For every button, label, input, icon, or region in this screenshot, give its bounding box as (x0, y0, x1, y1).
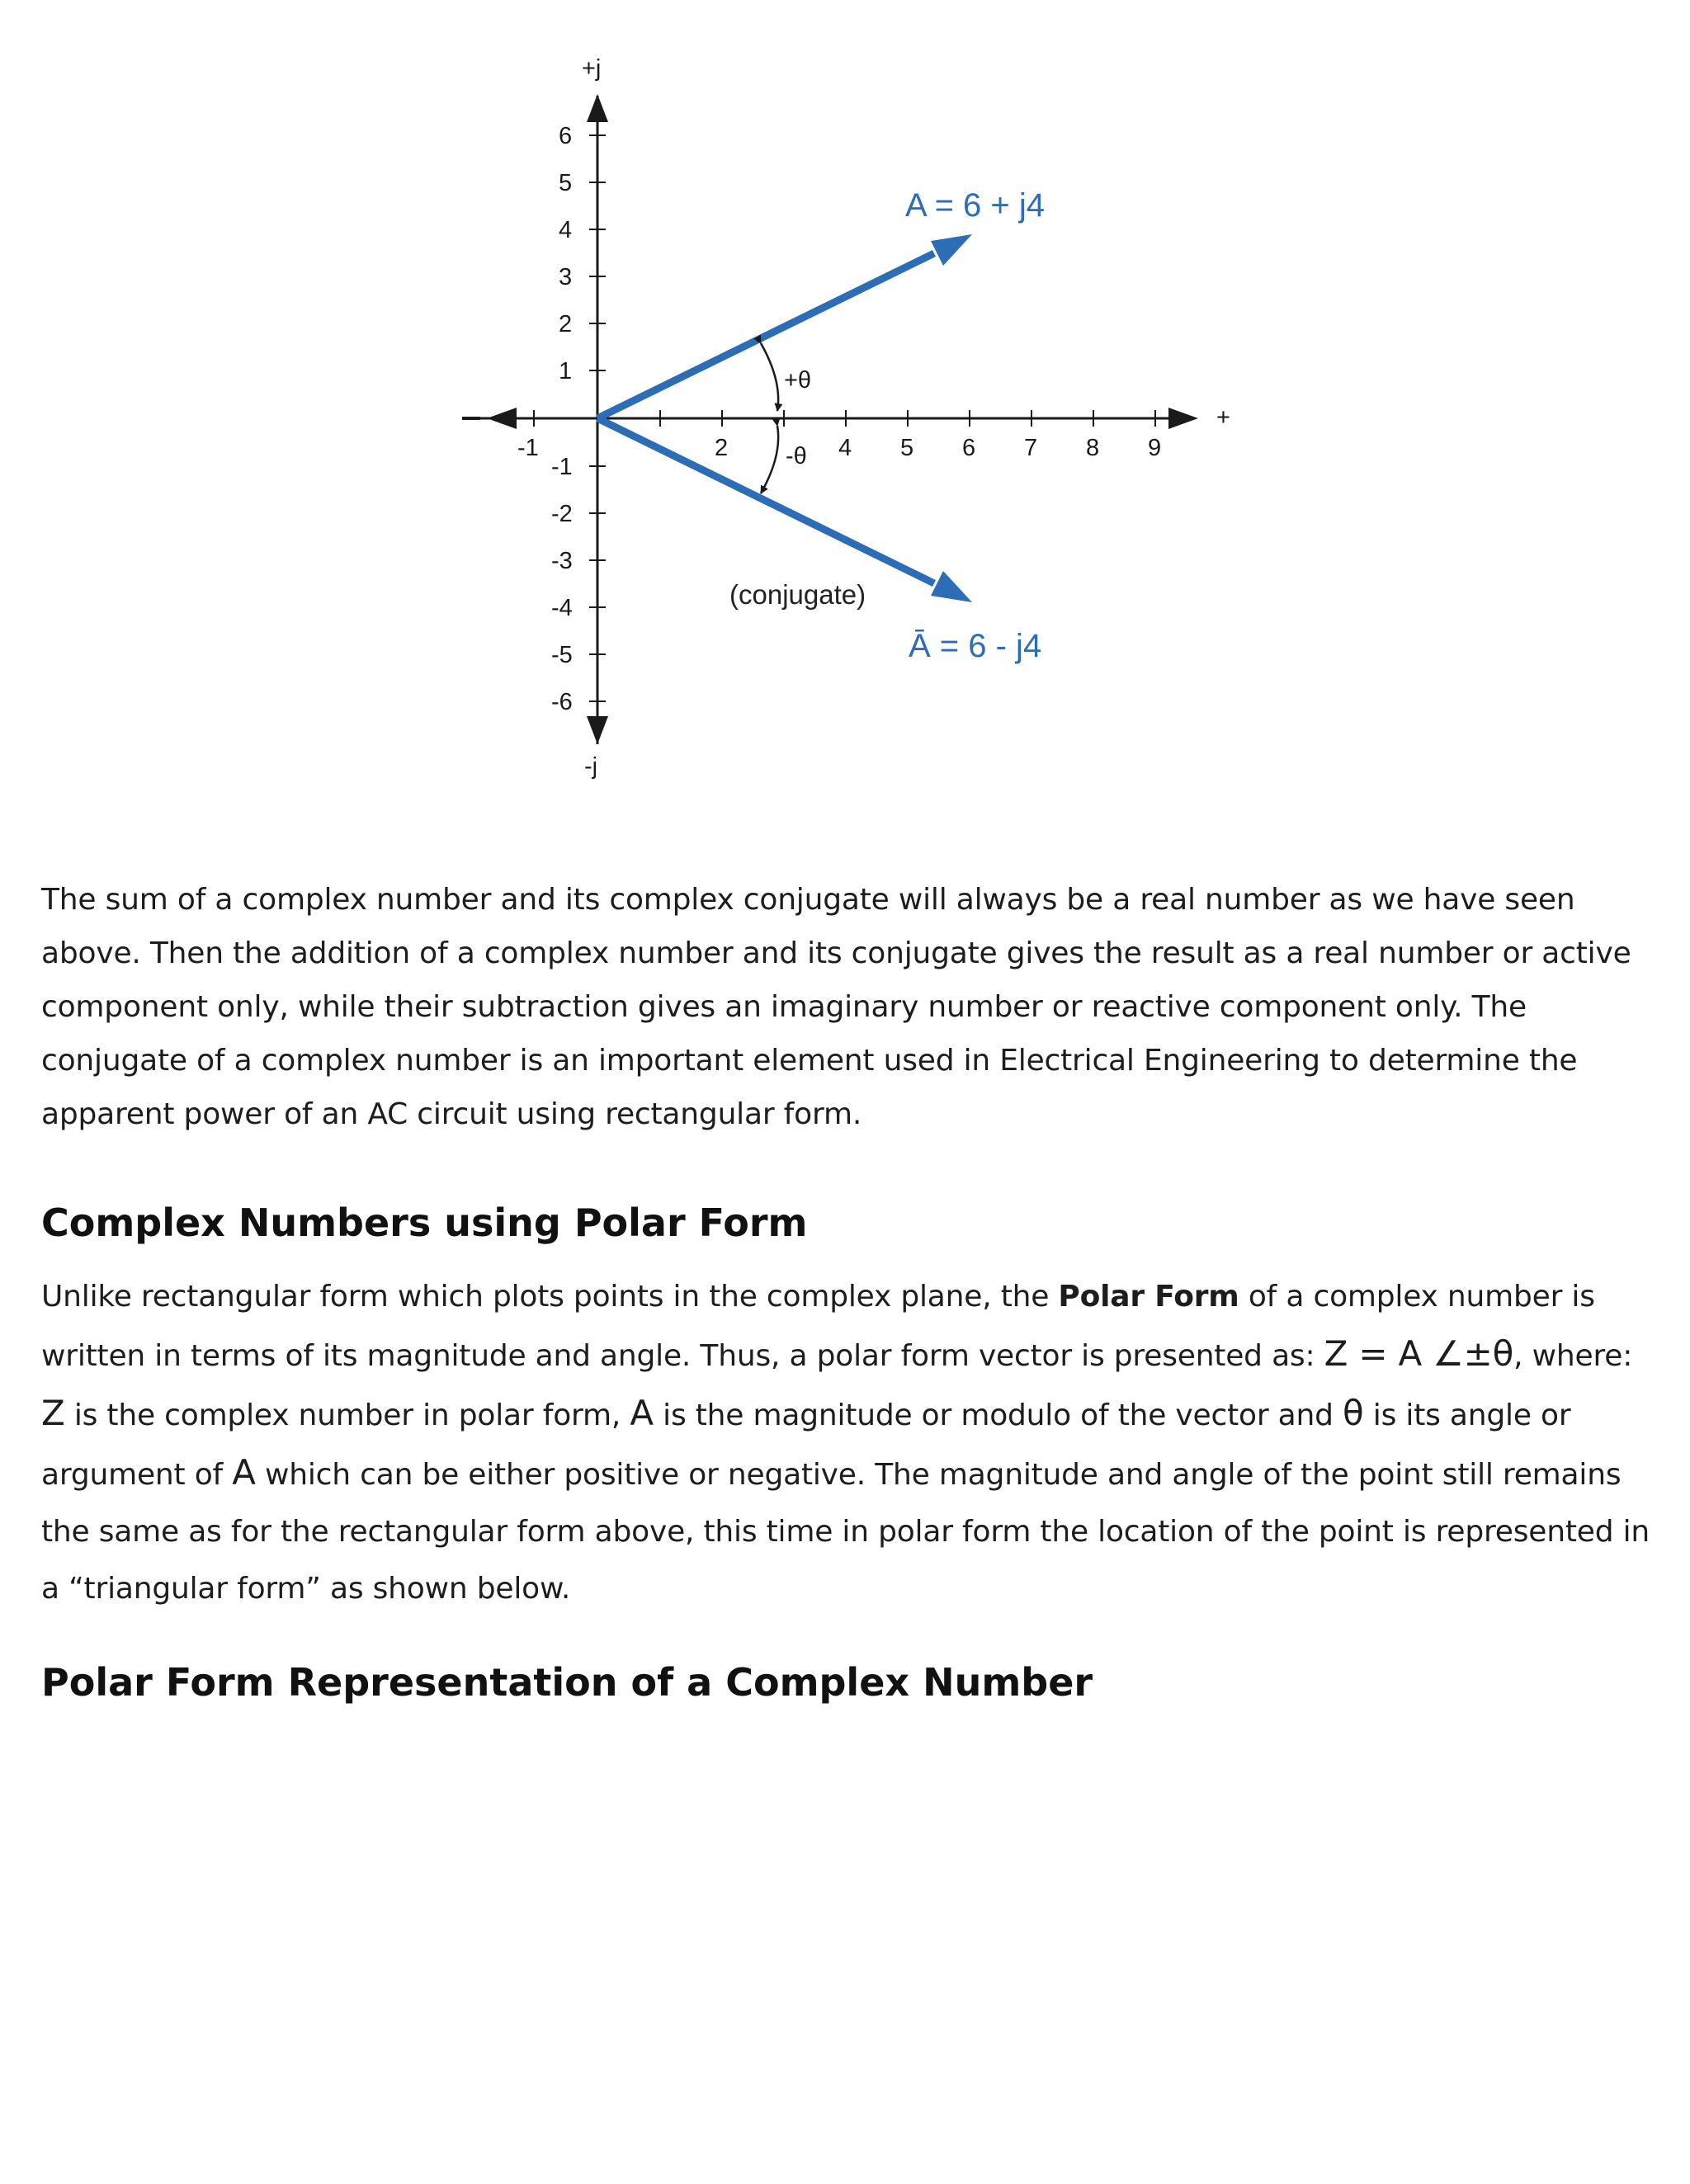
x-tick-label: 4 (838, 435, 852, 461)
paragraph-polar-form (41, 1268, 1659, 1617)
vector-a (597, 253, 934, 418)
vector-conj-label: Ā = 6 - j4 (909, 628, 1042, 664)
y-tick-label: 1 (559, 358, 573, 384)
symbol-a: A (630, 1393, 654, 1433)
vector-conjugate-arrowhead (931, 571, 972, 602)
y-tick-label: 3 (559, 264, 573, 290)
y-tick-label: -4 (551, 595, 573, 621)
y-tick-label: -1 (551, 454, 573, 480)
conjugate-note: (conjugate) (729, 579, 866, 610)
angle-neg-label: -θ (786, 443, 807, 469)
vector-a-label: A = 6 + j4 (905, 187, 1046, 224)
real-axis-right-arrow (1168, 408, 1198, 429)
y-tick-label: 5 (559, 170, 573, 196)
symbol-a: A (232, 1452, 256, 1493)
angle-arc-positive (761, 343, 778, 411)
para2-text: is its angle or argument of (41, 1399, 1571, 1492)
x-tick-label: 5 (900, 435, 914, 461)
para2-text: which can be either positive or negative. The magnitude and angle of the point still remains the same as for the rectangular form above, this time in polar form the location of the point is represented in a “triangular form” as shown below. (41, 1458, 1650, 1606)
imag-axis-pos-label: +j (582, 55, 602, 82)
para2-text: of a complex number is written in terms of its magnitude and angle. Thus, a polar form vector is presented as: (41, 1280, 1595, 1373)
imag-axis-up-arrow (587, 94, 608, 122)
x-tick-label: 2 (715, 435, 729, 461)
y-tick-label: -3 (551, 548, 573, 574)
x-tick-label: 6 (962, 435, 976, 461)
symbol-theta: θ (1343, 1393, 1364, 1433)
y-tick-label: 2 (559, 311, 573, 337)
imag-axis-down-arrow (587, 716, 608, 744)
vector-conjugate (597, 418, 934, 583)
angle-pos-label: +θ (784, 367, 812, 394)
polar-form-term: Polar Form (1058, 1280, 1239, 1314)
vector-a-arrowhead (931, 234, 972, 266)
x-tick-label: 9 (1148, 435, 1162, 461)
complex-plane-diagram (0, 0, 1690, 825)
x-tick-label: 8 (1086, 435, 1100, 461)
imag-axis-neg-label: -j (584, 753, 598, 780)
real-axis-left-arrow (487, 408, 517, 429)
polar-formula: Z = A ∠±θ (1324, 1333, 1514, 1374)
x-tick-label: 7 (1024, 435, 1038, 461)
y-tick-label: -6 (551, 689, 573, 715)
section-heading-polar-form: Complex Numbers using Polar Form (41, 1200, 808, 1245)
y-tick-label: -2 (551, 501, 573, 527)
angle-arc-negative (761, 426, 778, 493)
symbol-z: Z (41, 1393, 65, 1433)
para2-text: Unlike rectangular form which plots points in the complex plane, the (41, 1280, 1059, 1314)
y-tick-label: 4 (559, 217, 573, 243)
para2-text: , where: (1513, 1339, 1633, 1373)
real-axis-pos-label: + (1216, 404, 1230, 431)
y-tick-label: -5 (551, 642, 573, 668)
para2-text: is the magnitude or modulo of the vector and (653, 1399, 1343, 1432)
para2-text: is the complex number in polar form, (64, 1399, 630, 1432)
y-tick-label: 6 (559, 123, 573, 149)
section-heading-polar-representation: Polar Form Representation of a Complex Number (41, 1660, 1093, 1705)
x-tick-label: -1 (517, 435, 539, 461)
paragraph-conjugate: The sum of a complex number and its complex conjugate will always be a real number as we have seen above. Then the addition of a complex number and its conjugate gives the result as a real number or active component only, while their subtraction gives an imaginary number or reactive component only. The conjugate of a complex number is an important element used in Electrical Engineering to determine the apparent power of an AC circuit using rectangular form. (41, 883, 1631, 1131)
